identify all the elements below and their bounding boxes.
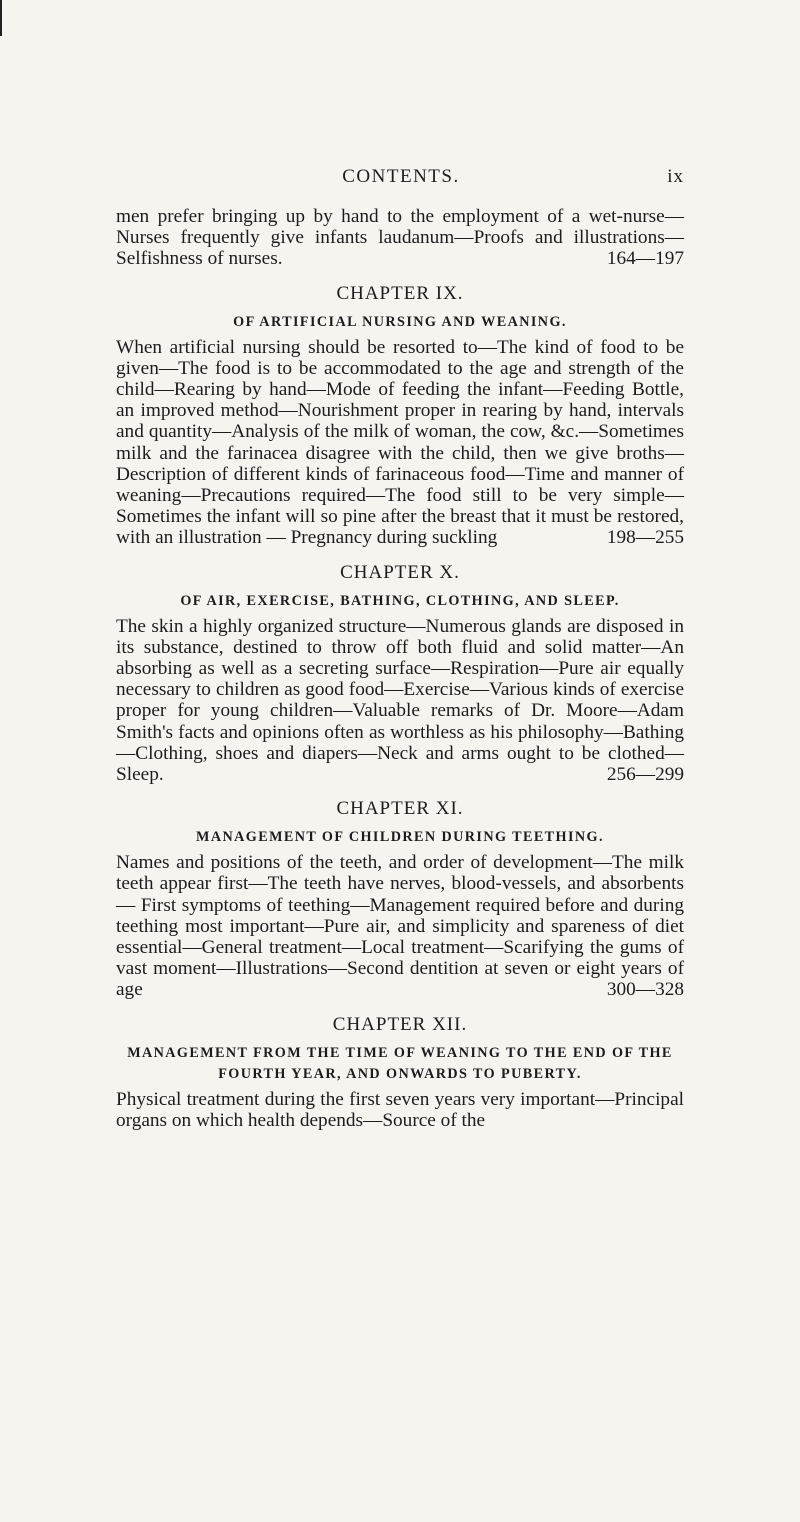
- intro-text: men prefer bringing up by hand to the employment of a wet-nurse—Nurses frequently give infants laudanum—Proofs and illustrations—Selfishness of nurses.: [116, 206, 684, 270]
- chapter-xi: [116, 797, 684, 1000]
- chapter-xii-subtitle: MANAGEMENT FROM THE TIME OF WEANING TO THE END OF THE FOURTH YEAR, AND ONWARDS TO PUBERTY.: [127, 1044, 673, 1082]
- chapter-x-heading: CHAPTER X.: [340, 561, 460, 583]
- chapter-ix: [116, 282, 684, 549]
- chapter-xi-summary: [116, 852, 684, 1000]
- page-number: ix: [667, 166, 684, 187]
- chapter-ix-text: When artificial nursing should be resorted to—The kind of food to be given—The food is to be accommodated to the age and strength of the child—Rearing by hand—Mode of feeding the infant—Feeding Bottle, an improved method—Nourishment proper in rearing by hand, intervals and quantity—Analysis of the milk of woman, the cow, &c.—Sometimes milk and the farinacea disagree with the child, then we give broths—Description of different kinds of farinaceous food—Time and manner of weaning—Precautions required—The food still to be very simple—Sometimes the infant will so pine after the breast that it must be restored, with an illustration — Pregnancy during suckling: [116, 336, 684, 549]
- page-edge-mark: [0, 0, 2, 36]
- chapter-xii-heading: CHAPTER XII.: [332, 1013, 468, 1035]
- chapter-xii: [116, 1013, 684, 1131]
- intro-paragraph: [116, 206, 684, 270]
- chapter-xi-page-range: 300—328: [606, 979, 684, 1001]
- intro-page-range: 164—197: [606, 248, 684, 270]
- chapter-ix-heading: CHAPTER IX.: [336, 282, 464, 304]
- chapter-xi-heading: CHAPTER XI.: [336, 798, 464, 820]
- chapter-x-text: The skin a highly organized structure—Numerous glands are disposed in its substance, destined to throw off both fluid and solid matter—An absorbing as well as a secreting surface—Respiration—Pure air equally necessary to children as good food—Exercise—Various kinds of exercise proper for young children—Valuable remarks of Dr. Moore—Adam Smith's facts and opinions often as worthless as his philosophy—Bathing—Clothing, shoes and diapers—Neck and arms ought to be clothed—Sleep.: [116, 615, 684, 786]
- chapter-x: [116, 561, 684, 786]
- chapter-x-subtitle: OF AIR, EXERCISE, BATHING, CLOTHING, AND SLEEP.: [180, 592, 620, 609]
- chapter-xii-summary: [116, 1089, 684, 1131]
- chapter-x-page-range: 256—299: [606, 764, 684, 786]
- chapter-xi-text: Names and positions of the teeth, and order of development—The milk teeth appear first—The teeth have nerves, blood-vessels, and absorbents — First symptoms of teething—Management required before and during teething most important—Pure air, and simplicity and spareness of diet essential—General treatment—Local treatment—Scarifying the gums of vast moment—Illustrations—Second dentition at seven or eight years of age: [116, 852, 684, 1001]
- running-head: CONTENTS.: [342, 166, 460, 187]
- page-header: [118, 166, 684, 190]
- chapter-xii-text: Physical treatment during the first seven years very important—Principal organs on which health depends—Source of the: [116, 1088, 684, 1131]
- chapter-ix-subtitle: OF ARTIFICIAL NURSING AND WEANING.: [233, 313, 567, 330]
- chapter-x-summary: [116, 616, 684, 786]
- chapter-xi-subtitle: MANAGEMENT OF CHILDREN DURING TEETHING.: [196, 829, 604, 846]
- contents-body: [116, 206, 684, 1131]
- chapter-ix-page-range: 198—255: [606, 527, 684, 549]
- chapter-ix-summary: [116, 337, 684, 549]
